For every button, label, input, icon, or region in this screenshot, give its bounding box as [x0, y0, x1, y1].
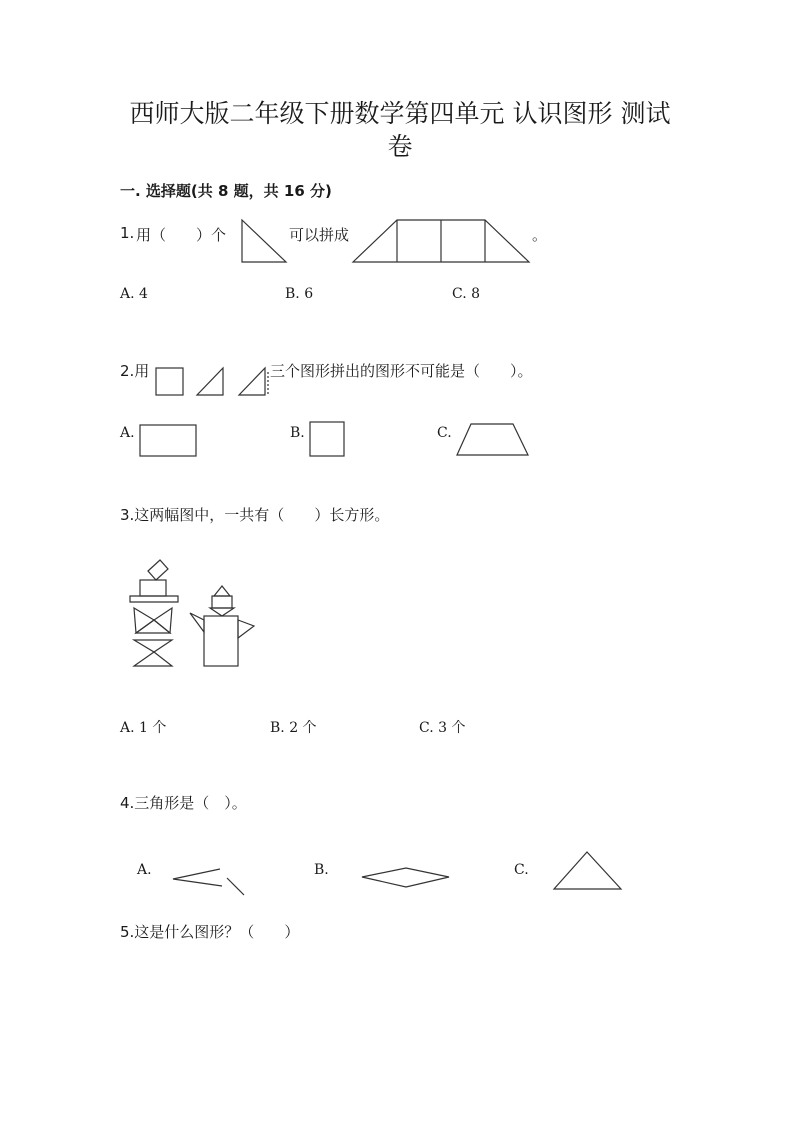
- q2-option-b-label[interactable]: B.: [290, 425, 305, 441]
- q1-option-a[interactable]: A. 4: [120, 286, 148, 302]
- q1-trapezoid-figure: [352, 218, 532, 264]
- q1-right-triangle-figure: [240, 218, 290, 264]
- q4-option-b-rhombus[interactable]: [360, 866, 452, 890]
- q1-number: 1.: [120, 224, 135, 242]
- q5-text: 5.这是什么图形？（ ）: [120, 923, 300, 941]
- q1-text-part2: 可以拼成: [289, 226, 350, 244]
- q4-option-c-label[interactable]: C.: [514, 862, 529, 878]
- page-title-line2: 卷: [387, 132, 413, 161]
- q2-text-part2: 三个图形拼出的图形不可能是（ ）。: [270, 362, 533, 380]
- q3-tangram-figures: [128, 558, 268, 672]
- q4-option-a-open-shape[interactable]: [170, 866, 246, 898]
- q4-option-c-triangle[interactable]: [552, 850, 624, 892]
- q1-option-b[interactable]: B. 6: [285, 286, 314, 302]
- q2-option-a-label[interactable]: A.: [120, 425, 135, 441]
- q3-option-a[interactable]: A. 1 个: [120, 720, 167, 736]
- q2-option-c-trapezoid[interactable]: [455, 422, 531, 458]
- section-heading: 一. 选择题(共 8 题，共 16 分): [120, 182, 332, 200]
- q1-text-part1: 用（ ）个: [136, 226, 227, 244]
- q2-option-b-square[interactable]: [309, 421, 347, 459]
- q2-option-c-label[interactable]: C.: [437, 425, 452, 441]
- q1-text-part3: 。: [532, 226, 548, 244]
- q3-option-b[interactable]: B. 2 个: [270, 720, 317, 736]
- q3-option-c[interactable]: C. 3 个: [419, 720, 466, 736]
- q2-shapes-figure: [154, 364, 274, 398]
- q1-option-c[interactable]: C. 8: [452, 286, 481, 302]
- q4-option-b-label[interactable]: B.: [314, 862, 329, 878]
- q4-text: 4.三角形是（ ）。: [120, 794, 247, 812]
- q2-option-a-rectangle[interactable]: [139, 424, 199, 458]
- q3-text: 3.这两幅图中，一共有（ ）长方形。: [120, 506, 390, 524]
- page-title: 西师大版二年级下册数学第四单元 认识图形 测试: [129, 99, 671, 128]
- q2-text-part1: 2.用: [120, 362, 150, 380]
- q4-option-a-label[interactable]: A.: [137, 862, 152, 878]
